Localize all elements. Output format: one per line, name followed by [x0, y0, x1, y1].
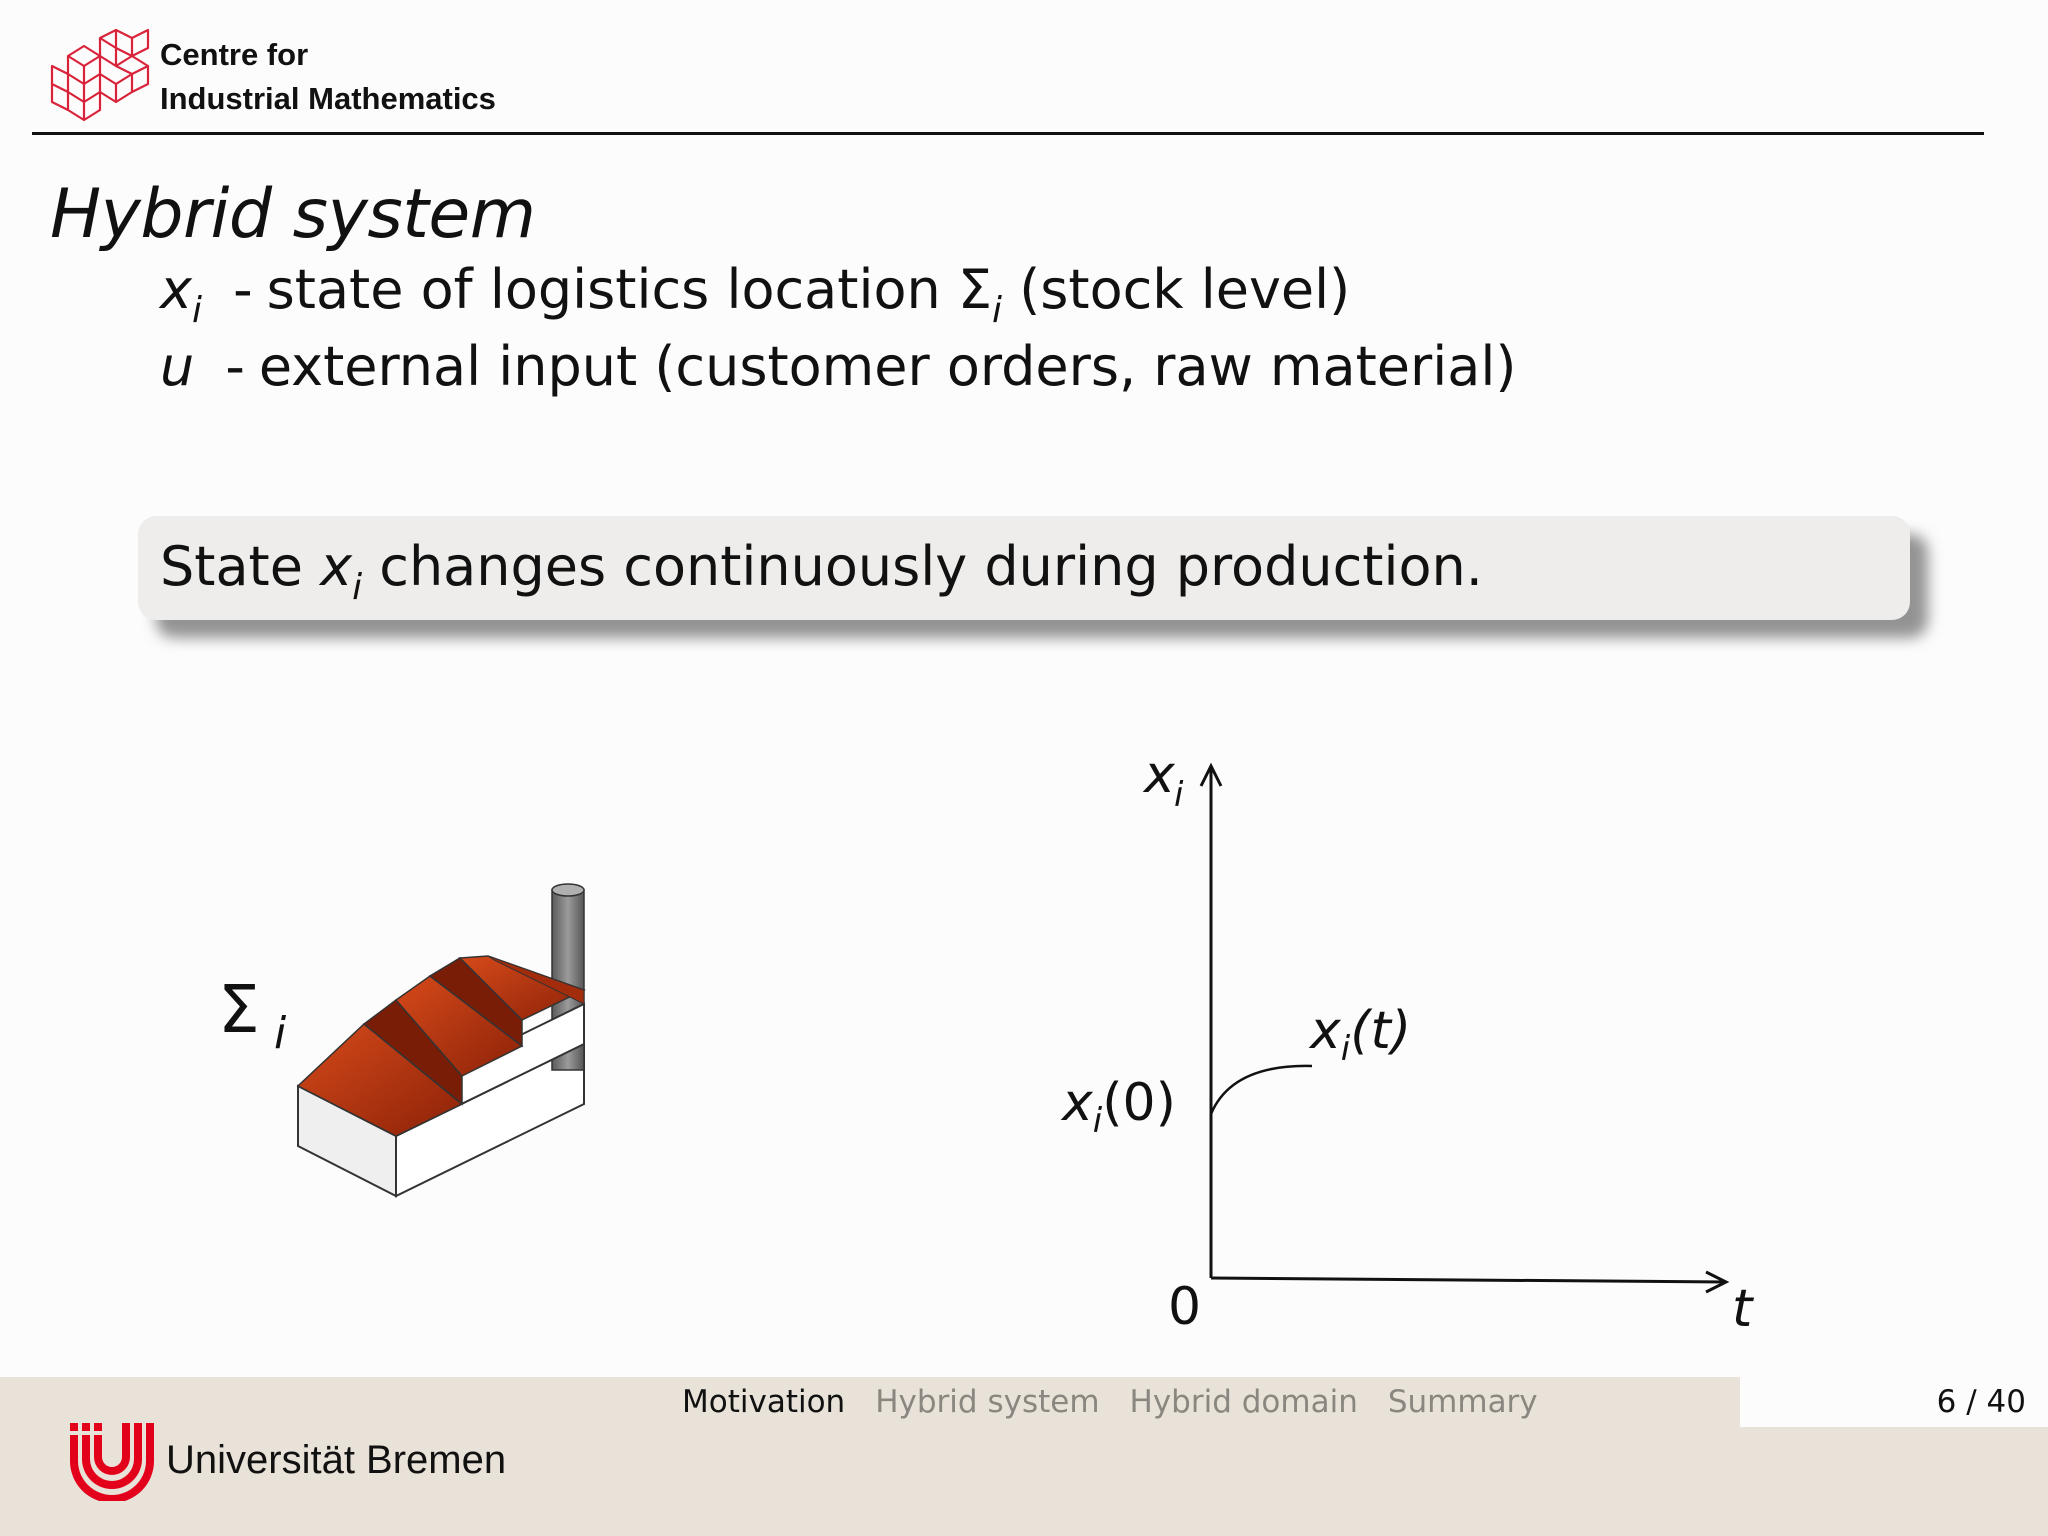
initial-value-var: x [1062, 1073, 1093, 1133]
state-variable: x [160, 258, 192, 321]
slide-header [0, 0, 2048, 140]
location-symbol-subscript-label: i [274, 1008, 287, 1059]
cim-logo-icon [46, 26, 150, 124]
definition-separator: - [233, 258, 253, 321]
definition-separator: - [225, 335, 245, 398]
origin-label: 0 [1168, 1277, 1202, 1337]
note-variable-subscript: i [352, 567, 363, 608]
definition-suffix: (stock level) [1019, 258, 1351, 321]
section-navigation [682, 1377, 1538, 1427]
location-symbol-subscript: i [992, 290, 1003, 331]
initial-value-sub: i [1092, 1101, 1103, 1141]
curve-label [1308, 1001, 1411, 1069]
header-divider [32, 132, 1984, 135]
nav-item-hybrid-domain[interactable]: Hybrid domain [1129, 1384, 1358, 1420]
definition-text: external input (customer orders, raw material) [258, 335, 1517, 398]
curve-label-sub: i [1340, 1029, 1351, 1069]
slide-title: Hybrid system [50, 175, 536, 254]
state-variable-subscript: i [191, 290, 202, 331]
x-axis-label: t [1732, 1279, 1753, 1339]
y-axis-label: x [1144, 745, 1175, 805]
initial-value-label [1060, 1073, 1176, 1141]
initial-value-args: (0) [1102, 1073, 1176, 1133]
slide-footer [0, 1377, 2048, 1536]
note-suffix: changes continuously during production. [379, 535, 1483, 598]
definition-text: state of logistics location [266, 258, 941, 321]
y-axis-label-subscript: i [1174, 775, 1184, 815]
plot-axes [1201, 766, 1726, 1292]
location-symbol-label: Σ [218, 971, 260, 1048]
factory-icon [298, 884, 584, 1196]
state-curve [1211, 1066, 1312, 1114]
definition-state [160, 255, 1350, 332]
page-number-area [1740, 1377, 2048, 1427]
nav-item-motivation[interactable]: Motivation [682, 1384, 846, 1420]
nav-item-hybrid-system[interactable]: Hybrid system [875, 1384, 1100, 1420]
university-logo-icon [68, 1421, 156, 1501]
curve-label-args: (t) [1350, 1001, 1412, 1061]
curve-label-var: x [1310, 1001, 1341, 1061]
note-prefix: State [160, 535, 303, 598]
location-symbol: Σ [957, 258, 993, 321]
university-name: Universität Bremen [166, 1438, 507, 1482]
nav-item-summary[interactable]: Summary [1387, 1384, 1538, 1420]
note-box [138, 516, 1910, 620]
note-text [160, 532, 1483, 609]
institute-name-line1: Centre for [160, 37, 309, 72]
definition-input [160, 332, 1516, 402]
note-variable: x [320, 535, 353, 598]
page-number: 6 / 40 [1936, 1384, 2026, 1420]
input-variable: u [160, 335, 195, 398]
institute-name-line2: Industrial Mathematics [160, 81, 496, 116]
